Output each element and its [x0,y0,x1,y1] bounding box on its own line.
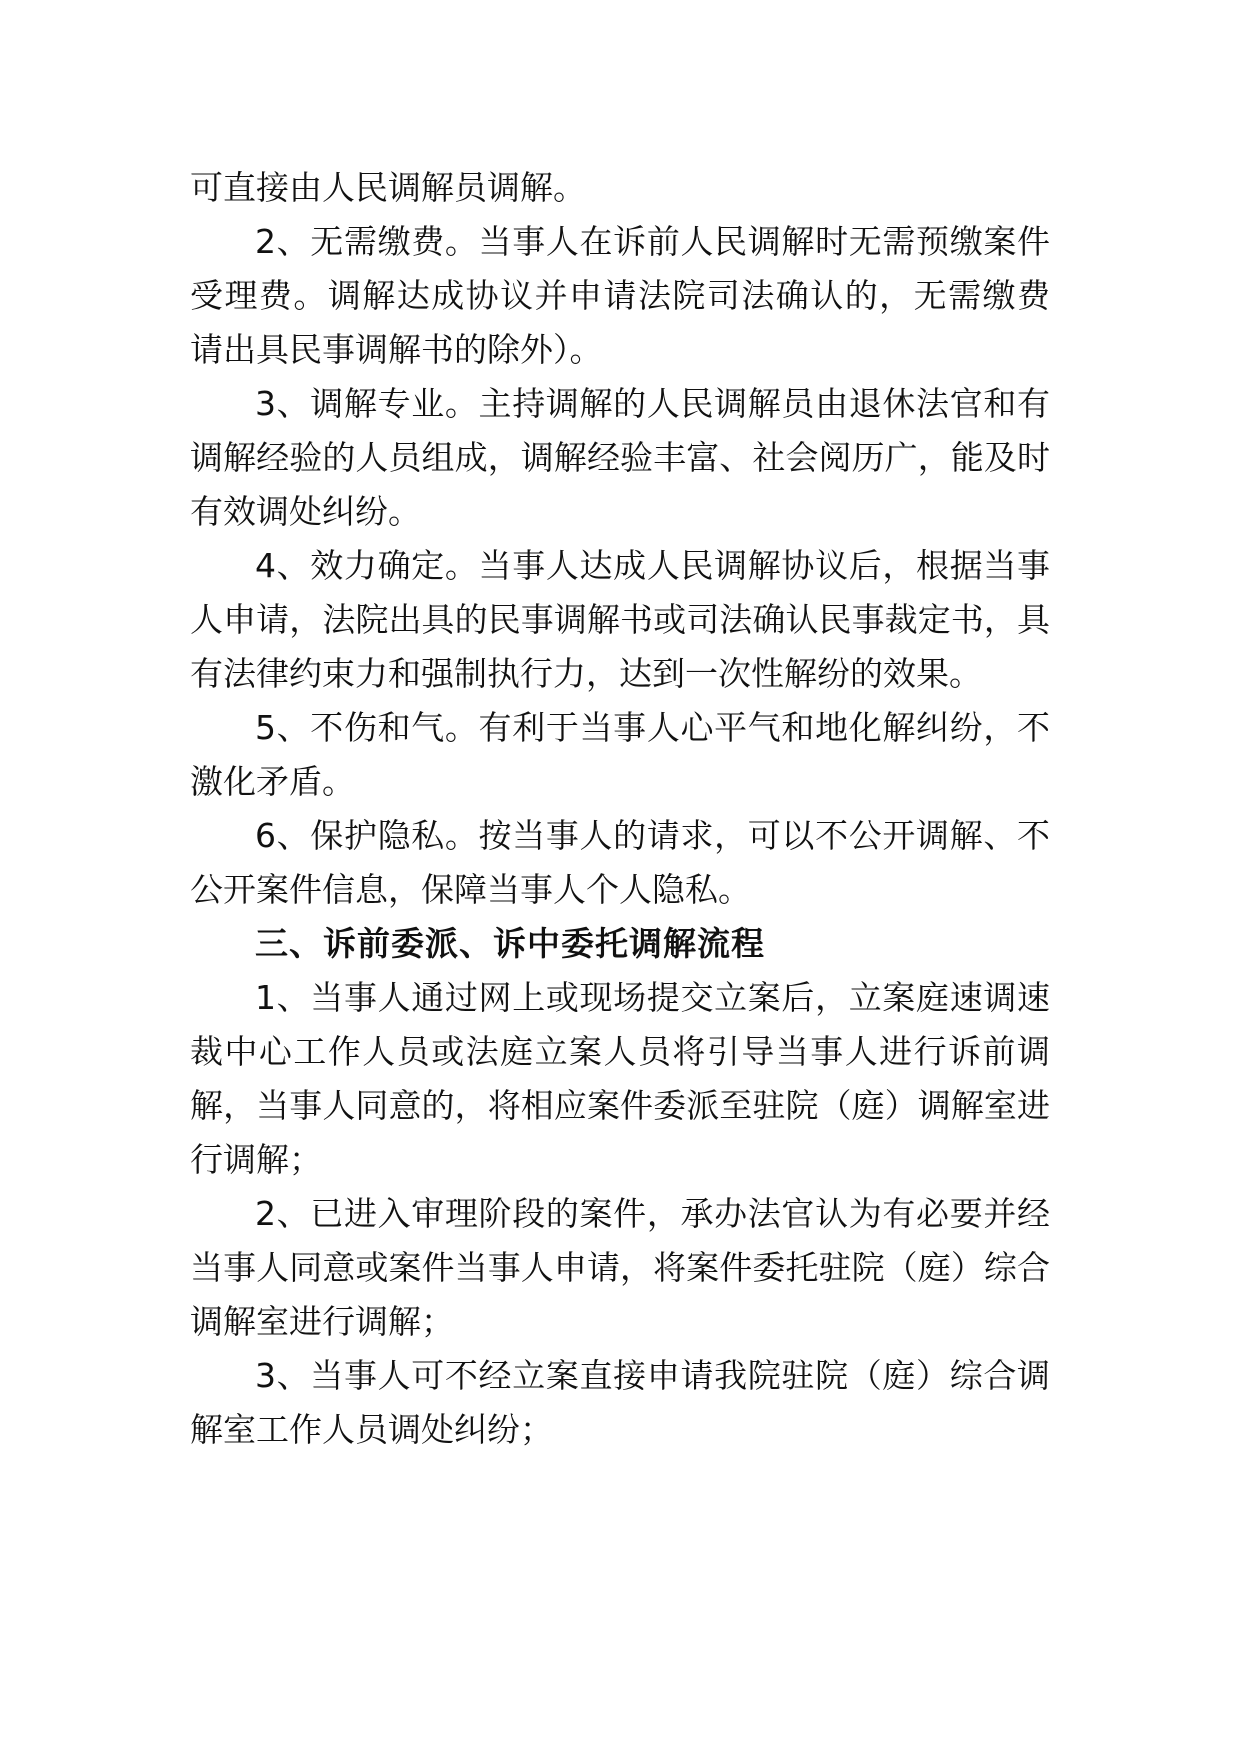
text-line: 2、已进入审理阶段的案件，承办法官认为有必要并经 [255,1194,1050,1233]
text-line: 5、不伤和气。有利于当事人心平气和地化解纠纷，不 [255,708,1050,747]
text-line: 3、当事人可不经立案直接申请我院驻院（庭）综合调 [255,1356,1050,1395]
text-line: 裁中心工作人员或法庭立案人员将引导当事人进行诉前调 [190,1032,1050,1071]
text-line: 可直接由人民调解员调解。 [190,168,586,207]
text-line: 解室工作人员调处纠纷； [190,1410,553,1449]
text-line: 激化矛盾。 [190,762,355,801]
text-line: 当事人同意或案件当事人申请，将案件委托驻院（庭）综合 [190,1248,1050,1287]
text-line: 公开案件信息，保障当事人个人隐私。 [190,870,751,909]
text-line: 行调解； [190,1140,322,1179]
section-heading: 三、诉前委派、诉中委托调解流程 [255,924,765,963]
text-line: 请出具民事调解书的除外）。 [190,330,603,369]
text-line: 4、效力确定。当事人达成人民调解协议后，根据当事 [255,546,1050,585]
text-line: 6、保护隐私。按当事人的请求，可以不公开调解、不 [255,816,1050,855]
text-line: 受理费。调解达成协议并申请法院司法确认的，无需缴费 [190,276,1050,315]
text-line: 有效调处纠纷。 [190,492,421,531]
text-line: 3、调解专业。主持调解的人民调解员由退休法官和有 [255,384,1050,423]
text-line: 调解经验的人员组成，调解经验丰富、社会阅历广，能及时 [190,438,1050,477]
text-line: 有法律约束力和强制执行力，达到一次性解纷的效果。 [190,654,982,693]
text-line: 解，当事人同意的，将相应案件委派至驻院（庭）调解室进 [190,1086,1050,1125]
text-line: 调解室进行调解； [190,1302,454,1341]
text-line: 2、无需缴费。当事人在诉前人民调解时无需预缴案件 [255,222,1050,261]
text-line: 人申请，法院出具的民事调解书或司法确认民事裁定书，具 [190,600,1050,639]
text-line: 1、当事人通过网上或现场提交立案后，立案庭速调速 [255,978,1050,1017]
